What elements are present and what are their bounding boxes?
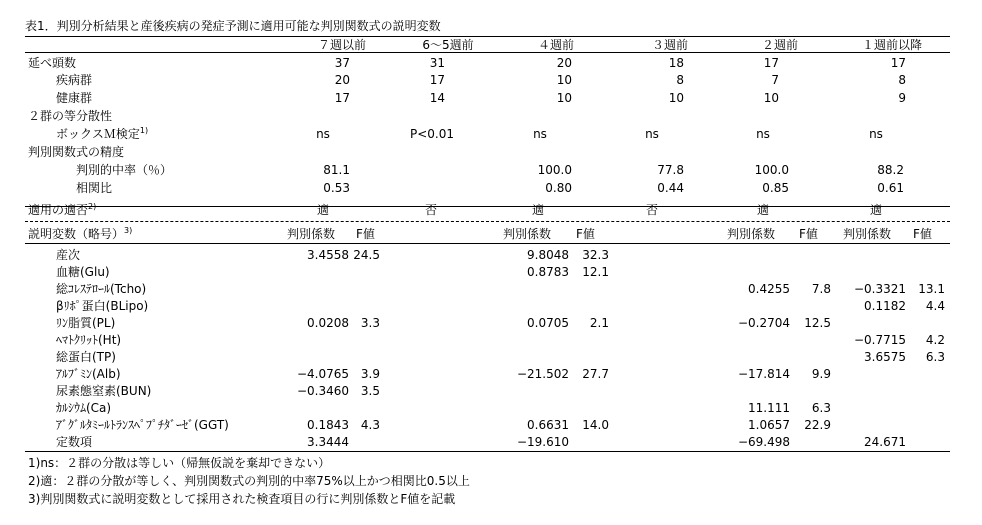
dashed-separator	[25, 221, 950, 222]
corr-cell-2: 0.80	[545, 181, 572, 195]
coef-7w-cell: 0.1843	[307, 418, 349, 432]
variable-name: ﾘﾝ脂質(PL)	[56, 316, 116, 330]
footnote-3: 3)判別関数式に説明変数として採用された検査項目の行に判別係数とF値を記載	[28, 492, 456, 506]
total-cell-4: 17	[763, 56, 779, 70]
coef-4w-cell: 9.8048	[527, 248, 569, 262]
period-header-4: ２週前	[761, 38, 799, 52]
variable-name: ｶﾙｼｳﾑ(Ca)	[56, 401, 112, 415]
healthy-cell-4: 10	[763, 91, 779, 105]
disease-cell-4: 7	[771, 73, 779, 87]
coef-1w-cell: −0.7715	[853, 333, 906, 347]
boxm-cell-0: ns	[316, 127, 330, 141]
coef-7w-cell: −4.0765	[296, 367, 349, 381]
hit-cell-0: 81.1	[323, 163, 350, 177]
applic-cell-2: 適	[531, 203, 545, 217]
coef-header-1: 判別係数	[503, 227, 552, 241]
disease-cell-1: 17	[429, 73, 445, 87]
boxm-cell-5: ns	[869, 127, 883, 141]
row-label-homogeneity: ２群の等分散性	[28, 109, 113, 123]
footnote-1: 1)ns：２群の分散は等しい（帰無仮説を棄却できない）	[28, 456, 331, 470]
boxm-cell-3: ns	[645, 127, 659, 141]
row-label-precision: 判別関数式の精度	[28, 145, 125, 159]
row-label-corr: 相関比	[76, 181, 113, 195]
boxm-cell-4: ns	[756, 127, 770, 141]
coef-4w-cell: −21.502	[516, 367, 569, 381]
healthy-cell-3: 10	[668, 91, 684, 105]
variable-name: 総ｺﾚｽﾃﾛｰﾙ(Tcho)	[56, 282, 147, 296]
f-2w-cell: 12.5	[804, 316, 831, 330]
f-1w-cell: 4.2	[925, 333, 945, 347]
vars-header-label: 説明変数（略号）$^{3)}$	[28, 226, 133, 241]
f-4w-cell: 14.0	[582, 418, 609, 432]
coef-1w-cell: −0.3321	[853, 282, 906, 296]
corr-cell-3: 0.44	[657, 181, 684, 195]
boxm-cell-1: P<0.01	[409, 127, 455, 141]
coef-header-2: 判別係数	[727, 227, 776, 241]
f-2w-cell: 9.9	[811, 367, 831, 381]
total-cell-5: 17	[890, 56, 906, 70]
f-2w-cell: 22.9	[804, 418, 831, 432]
f-7w-cell: 24.5	[353, 248, 380, 262]
footnote-2: 2)適：２群の分散が等しく、判別関数式の判別的中率75%以上かつ相関比0.5以上	[28, 474, 470, 488]
f-2w-cell: 7.8	[811, 282, 831, 296]
applic-cell-4: 適	[756, 203, 770, 217]
healthy-cell-0: 17	[334, 91, 350, 105]
total-cell-2: 20	[556, 56, 572, 70]
coef-4w-cell: −19.610	[516, 435, 569, 449]
f-4w-cell: 12.1	[582, 265, 609, 279]
f-header-3: F値	[913, 227, 932, 241]
variable-name: 尿素態窒素(BUN)	[56, 384, 152, 398]
applic-cell-1: 否	[424, 203, 438, 217]
f-header-1: F値	[576, 227, 595, 241]
applicability-rule	[25, 206, 950, 207]
coef-4w-cell: 0.0705	[527, 316, 569, 330]
period-header-5: １週前以降	[861, 38, 923, 52]
period-header-0: ７週以前	[317, 38, 367, 52]
row-label-disease: 疾病群	[56, 73, 93, 87]
healthy-cell-5: 9	[898, 91, 906, 105]
coef-4w-cell: 0.6631	[527, 418, 569, 432]
f-7w-cell: 3.5	[360, 384, 380, 398]
f-4w-cell: 27.7	[582, 367, 609, 381]
variable-name: ﾍﾏﾄｸﾘｯﾄ(Ht)	[56, 333, 122, 347]
total-cell-0: 37	[334, 56, 350, 70]
variable-name: 総蛋白(TP)	[56, 350, 116, 364]
f-1w-cell: 4.4	[925, 299, 945, 313]
coef-2w-cell: −17.814	[737, 367, 790, 381]
coef-2w-cell: 11.111	[748, 401, 790, 415]
f-7w-cell: 3.9	[360, 367, 380, 381]
f-header-2: F値	[799, 227, 818, 241]
variable-name: 血糖(Glu)	[56, 265, 110, 279]
table-title: 表1．判別分析結果と産後疾病の発症予測に適用可能な判別関数式の説明変数	[25, 19, 441, 33]
row-label-healthy: 健康群	[56, 91, 93, 105]
row-label-total: 延べ頭数	[28, 56, 77, 70]
coef-7w-cell: 3.3444	[307, 435, 349, 449]
row-label-applicability: 適用の適否$^{2)}$	[28, 202, 97, 217]
coef-7w-cell: −0.3460	[296, 384, 349, 398]
applic-cell-0: 適	[316, 203, 330, 217]
variable-name: ｱﾞｸﾞﾙﾀﾐｰﾙﾄﾗﾝｽﾍﾟﾌﾟﾁﾀﾞｰｾﾞ(GGT)	[56, 418, 229, 432]
f-header-0: F値	[356, 227, 375, 241]
period-header-2: ４週前	[537, 38, 575, 52]
row-label-hitrate: 判別的中率（％）	[76, 163, 173, 177]
f-7w-cell: 3.3	[360, 316, 380, 330]
healthy-cell-2: 10	[556, 91, 572, 105]
coef-header-0: 判別係数	[287, 227, 336, 241]
variable-name: ｱﾙﾌﾞﾐﾝ(Alb)	[56, 367, 121, 381]
coef-1w-cell: 3.6575	[864, 350, 906, 364]
header-rule	[25, 52, 950, 53]
disease-cell-2: 10	[556, 73, 572, 87]
corr-cell-4: 0.85	[762, 181, 789, 195]
bottom-rule	[25, 451, 950, 452]
hit-cell-4: 100.0	[754, 163, 789, 177]
total-cell-3: 18	[668, 56, 684, 70]
coef-1w-cell: 24.671	[864, 435, 906, 449]
coef-header-3: 判別係数	[843, 227, 892, 241]
boxm-cell-2: ns	[533, 127, 547, 141]
f-4w-cell: 2.1	[589, 316, 609, 330]
coef-2w-cell: −69.498	[737, 435, 790, 449]
f-1w-cell: 6.3	[925, 350, 945, 364]
f-1w-cell: 13.1	[918, 282, 945, 296]
coef-2w-cell: 1.0657	[748, 418, 790, 432]
variable-name: 産次	[56, 248, 81, 262]
coef-7w-cell: 0.0208	[307, 316, 349, 330]
corr-cell-0: 0.53	[323, 181, 350, 195]
hit-cell-3: 77.8	[657, 163, 684, 177]
f-4w-cell: 32.3	[582, 248, 609, 262]
period-header-1: 6～5週前	[422, 38, 474, 52]
disease-cell-3: 8	[676, 73, 684, 87]
applic-cell-3: 否	[645, 203, 659, 217]
total-cell-1: 31	[429, 56, 445, 70]
top-rule	[25, 36, 950, 37]
period-header-3: ３週前	[651, 38, 689, 52]
row-label-boxm: ボックスＭ検定$^{1)}$	[56, 126, 149, 141]
f-2w-cell: 6.3	[811, 401, 831, 415]
f-7w-cell: 4.3	[360, 418, 380, 432]
applic-cell-5: 適	[869, 203, 883, 217]
coef-4w-cell: 0.8783	[527, 265, 569, 279]
vars-header-rule	[25, 243, 950, 244]
healthy-cell-1: 14	[429, 91, 445, 105]
coef-1w-cell: 0.1182	[864, 299, 906, 313]
coef-2w-cell: −0.2704	[737, 316, 790, 330]
disease-cell-5: 8	[898, 73, 906, 87]
coef-2w-cell: 0.4255	[748, 282, 790, 296]
hit-cell-5: 88.2	[877, 163, 904, 177]
hit-cell-2: 100.0	[537, 163, 572, 177]
disease-cell-0: 20	[334, 73, 350, 87]
variable-name: 定数項	[56, 435, 93, 449]
corr-cell-5: 0.61	[877, 181, 904, 195]
variable-name: βﾘﾎﾟ蛋白(BLipo)	[56, 299, 149, 313]
coef-7w-cell: 3.4558	[307, 248, 349, 262]
